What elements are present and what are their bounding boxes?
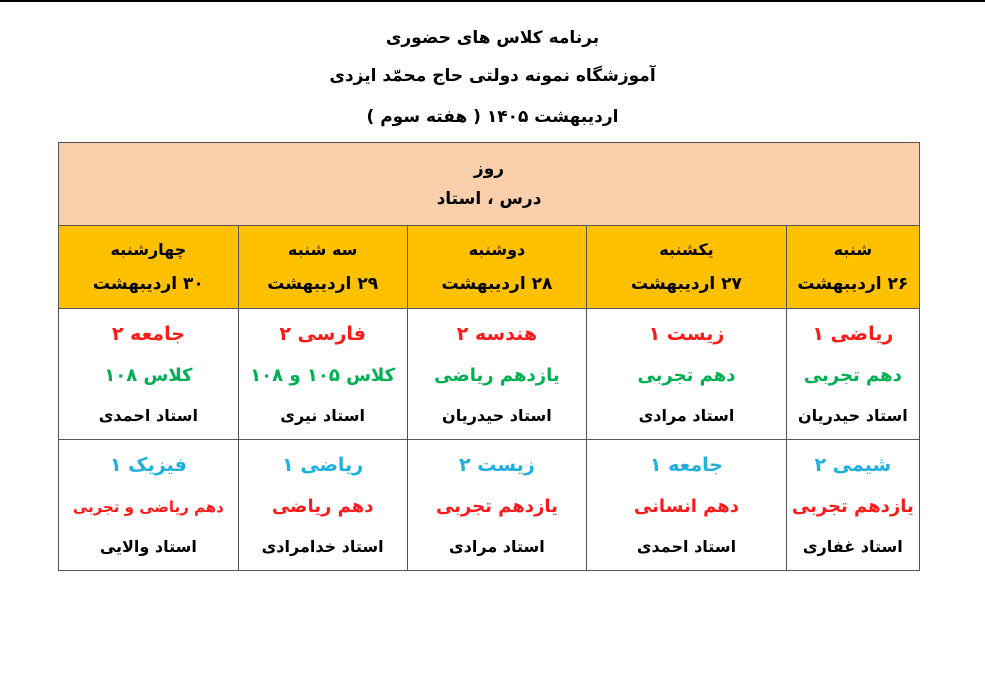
day-name: شنبه	[833, 240, 873, 259]
lesson-teacher: استاد حیدریان	[797, 406, 908, 425]
lesson-class: یازدهم تجربی	[435, 496, 558, 517]
table-header-cell	[59, 143, 920, 226]
top-border-line	[0, 0, 985, 2]
header-day-label: روز	[473, 159, 505, 179]
school-name: آموزشگاه نمونه دولتی حاج محمّد ایزدی	[329, 66, 656, 86]
lesson-cell	[786, 440, 919, 571]
day-name: دوشنبه	[468, 240, 526, 259]
lesson-teacher: استاد احمدی	[636, 537, 737, 556]
lesson-teacher: استاد غفاری	[802, 537, 903, 556]
lesson-class: دهم ریاضی	[271, 496, 374, 517]
day-name: یکشنبه	[659, 240, 714, 259]
lesson-subject: زیست ۱	[648, 323, 725, 345]
day-name: چهارشنبه	[110, 240, 187, 259]
lesson-cell	[587, 440, 786, 571]
day-date: ۲۶ اردیبهشت	[797, 274, 909, 294]
days-row	[59, 226, 920, 309]
lesson-class: کلاس ۱۰۸	[104, 365, 193, 386]
day-name: سه شنبه	[287, 240, 358, 259]
lesson-cell	[59, 440, 239, 571]
day-cell-saturday	[786, 226, 919, 309]
lesson-cell	[587, 309, 786, 440]
header-lesson-teacher-label: درس ، استاد	[436, 189, 542, 209]
lesson-class: یازدهم ریاضی	[434, 365, 560, 386]
lesson-cell	[786, 309, 919, 440]
lesson-row-1	[59, 309, 920, 440]
lesson-class: دهم تجربی	[803, 365, 902, 386]
day-cell-tuesday	[238, 226, 407, 309]
lesson-teacher: استاد مرادی	[638, 406, 735, 425]
lesson-class: دهم تجربی	[637, 365, 736, 386]
lesson-teacher: استاد نیری	[280, 406, 365, 425]
lesson-teacher: استاد احمدی	[98, 406, 198, 425]
lesson-subject: هندسه ۲	[456, 323, 538, 345]
day-date: ۲۷ اردیبهشت	[631, 274, 742, 294]
lesson-subject: ریاضی ۱	[282, 454, 364, 476]
lesson-cell	[59, 309, 239, 440]
lesson-teacher: استاد والایی	[99, 537, 197, 556]
lesson-cell	[407, 309, 587, 440]
lesson-class: یازدهم تجربی	[791, 496, 914, 517]
lesson-subject: زیست ۲	[459, 454, 535, 476]
lesson-class: دهم انسانی	[633, 496, 739, 517]
lesson-subject: فارسی ۲	[279, 323, 366, 345]
lesson-class: کلاس ۱۰۵ و ۱۰۸	[250, 365, 396, 386]
lesson-cell	[238, 440, 407, 571]
lesson-teacher: استاد خدامرادی	[261, 537, 384, 556]
day-cell-sunday	[587, 226, 786, 309]
schedule-period: اردیبهشت ۱۴۰۵ ( هفته سوم )	[366, 107, 619, 127]
lesson-cell	[407, 440, 587, 571]
lesson-row-2	[59, 440, 920, 571]
day-date: ۲۹ اردیبهشت	[267, 274, 379, 294]
lesson-subject: شیمی ۲	[814, 454, 892, 476]
day-date: ۳۰ اردیبهشت	[92, 274, 204, 294]
lesson-teacher: استاد حیدریان	[442, 406, 552, 425]
lesson-teacher: استاد مرادی	[449, 537, 545, 556]
table-header-row	[59, 143, 920, 226]
day-cell-monday	[407, 226, 587, 309]
lesson-class: دهم ریاضی و تجربی	[72, 498, 224, 516]
lesson-subject: جامعه ۱	[649, 454, 723, 476]
lesson-cell	[238, 309, 407, 440]
lesson-subject: ریاضی ۱	[812, 323, 894, 345]
day-date: ۲۸ اردیبهشت	[441, 274, 553, 294]
page-title: برنامه کلاس های حضوری	[385, 28, 600, 48]
day-cell-wednesday	[59, 226, 239, 309]
lesson-subject: فیزیک ۱	[109, 454, 187, 476]
lesson-subject: جامعه ۲	[111, 323, 185, 345]
schedule-table	[58, 142, 920, 571]
